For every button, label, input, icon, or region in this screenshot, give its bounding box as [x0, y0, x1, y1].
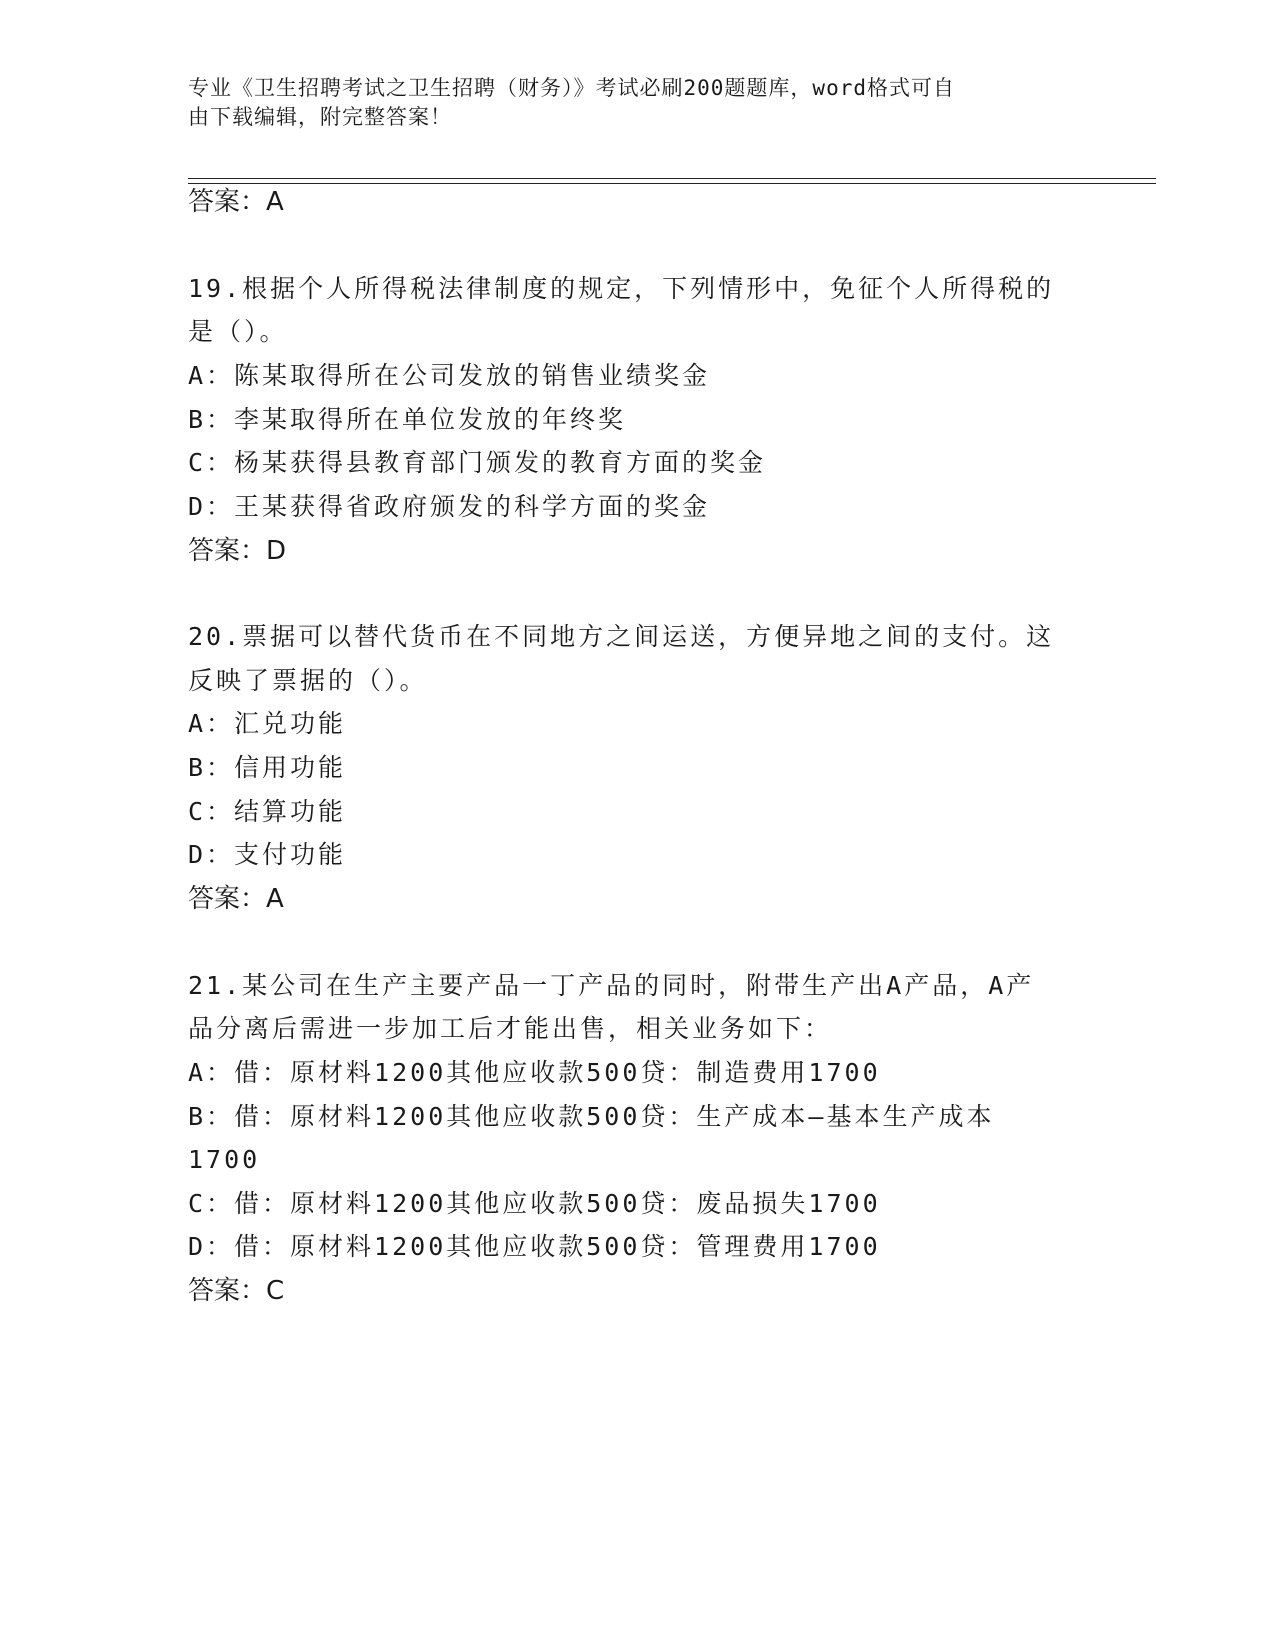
question-19-stem-line-2: 是（）。 [188, 317, 288, 346]
question-21-stem-line-1: 21.某公司在生产主要产品一丁产品的同时，附带生产出A产品，A产 [188, 971, 1035, 1000]
document-header [188, 74, 1088, 132]
question-20-option-b: B：信用功能 [188, 753, 347, 782]
header-line-2: 由下载编辑，附完整答案！ [188, 105, 452, 129]
question-20-stem-line-2: 反映了票据的（）。 [188, 666, 428, 695]
question-20-stem-line-1: 20.票据可以替代货币在不同地方之间运送，方便异地之间的支付。这 [188, 622, 1055, 651]
question-21-option-c: C：借：原材料1200其他应收款500贷：废品损失1700 [188, 1189, 881, 1218]
question-20-answer: 答案：A [188, 884, 284, 914]
question-21-option-b-line-2: 1700 [188, 1145, 261, 1174]
question-21-option-a: A：借：原材料1200其他应收款500贷：制造费用1700 [188, 1058, 881, 1087]
header-divider-top [188, 178, 1156, 179]
question-19-option-d: D：王某获得省政府颁发的科学方面的奖金 [188, 492, 711, 521]
question-21-answer: 答案：C [188, 1276, 285, 1306]
header-line-1: 专业《卫生招聘考试之卫生招聘（财务）》考试必刷200题题库，word格式可自 [188, 76, 955, 100]
question-19-stem-line-1: 19.根据个人所得税法律制度的规定，下列情形中，免征个人所得税的 [188, 274, 1055, 303]
question-21-option-b-line-1: B：借：原材料1200其他应收款500贷：生产成本—基本生产成本 [188, 1102, 995, 1131]
question-19-option-a: A：陈某取得所在公司发放的销售业绩奖金 [188, 361, 711, 390]
question-19-answer: 答案：D [188, 536, 287, 566]
header-divider-bottom [188, 183, 1156, 184]
answer-previous: 答案：A [188, 187, 284, 217]
question-20-option-d: D：支付功能 [188, 840, 347, 869]
question-19-option-c: C：杨某获得县教育部门颁发的教育方面的奖金 [188, 448, 767, 477]
question-20-option-a: A：汇兑功能 [188, 709, 347, 738]
question-21-stem-line-2: 品分离后需进一步加工后才能出售，相关业务如下： [188, 1014, 833, 1043]
question-21-option-d: D：借：原材料1200其他应收款500贷：管理费用1700 [188, 1232, 881, 1261]
question-20-option-c: C：结算功能 [188, 797, 347, 826]
question-19-option-b: B：李某取得所在单位发放的年终奖 [188, 405, 627, 434]
